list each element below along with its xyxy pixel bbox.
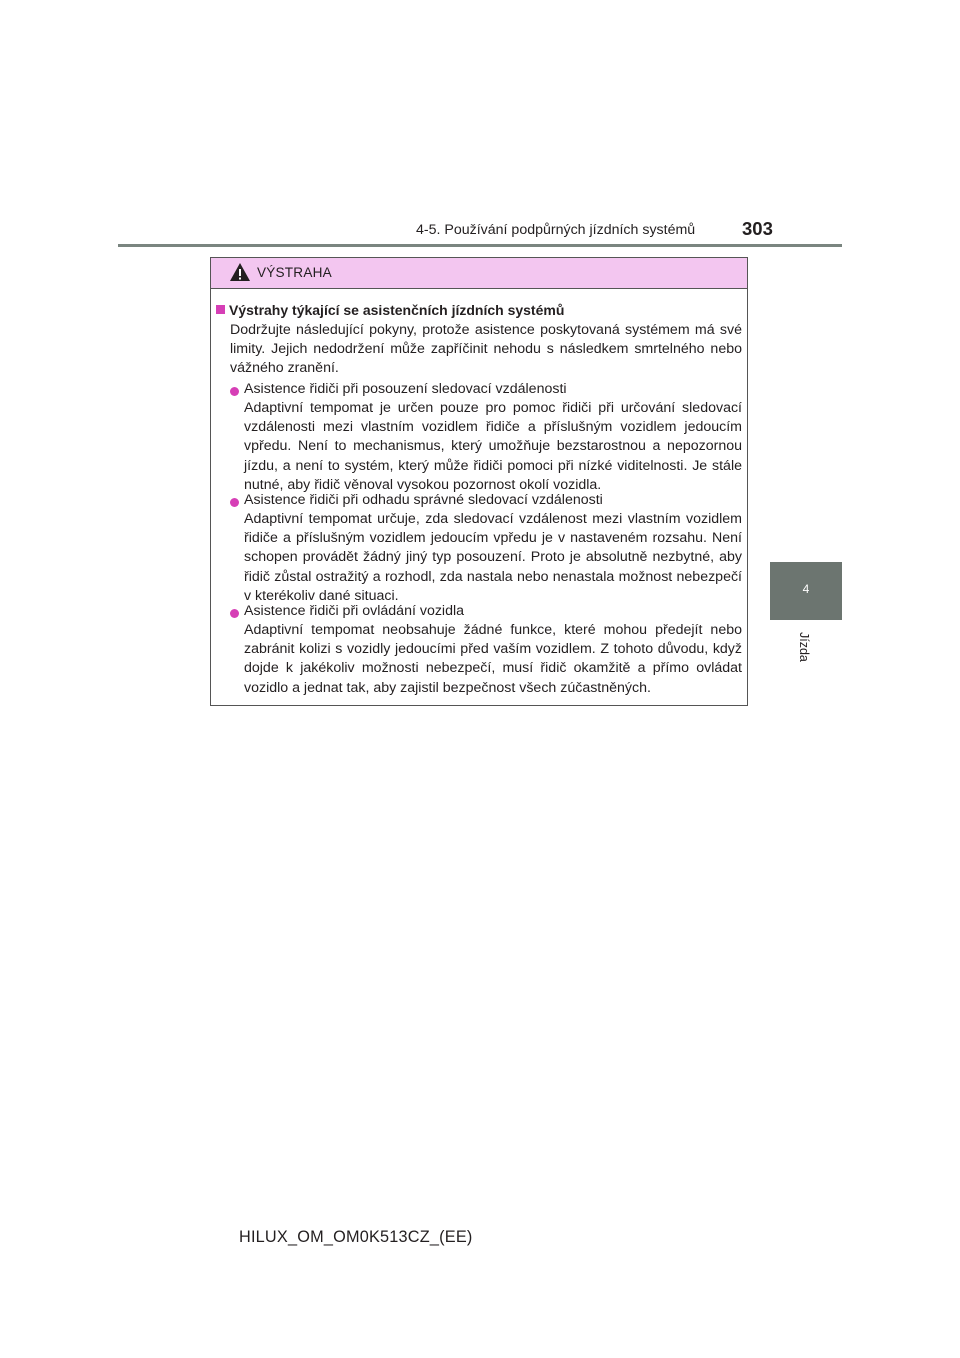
warning-title: VÝSTRAHA [257,265,332,280]
item-title: Asistence řidiči při ovládání vozidla [244,603,465,619]
item-title: Asistence řidiči při posouzení sledovací vzdálenosti [244,381,567,397]
warning-intro: Dodržujte následující pokyny, protože asistence poskytovaná systémem má své limity. Jejich nedodržení může zapříčinit nehodu s následkem smrtelného nebo vážného zranění. [230,322,742,377]
warning-triangle-icon [229,262,251,282]
chapter-number: 4 [802,582,810,596]
chapter-tab [770,562,842,620]
chapter-label: Jízda [797,632,811,662]
warning-box [210,257,748,706]
warning-header [211,258,747,289]
warning-heading-text: Výstrahy týkající se asistenčních jízdních systémů [229,302,565,318]
section-title: 4-5. Používání podpůrných jízdních systémů [416,222,696,238]
bullet-dot-icon [230,498,239,507]
document-code: HILUX_OM_OM0K513CZ_(EE) [239,1228,473,1246]
square-bullet-icon [216,305,225,314]
page-number: 303 [742,218,773,239]
header-divider [118,244,842,247]
item-text: Adaptivní tempomat určuje, zda sledovací vzdálenost mezi vlastním vozidlem řidiče a příslušným vozidlem jedoucím vpředu je v nastaveném rozsahu. Není schopen provádět žádný jiný typ posouzení. Proto je absolutně nezbytné, aby řidič zůstal ostražitý a rozhodl, zda nastala nebo nenastala možnost nebezpečí v kterékoliv dané situaci. [244,511,742,604]
item-text: Adaptivní tempomat neobsahuje žádné funkce, které mohou předejít nebo zabránit kolizi s vozidly jedoucími před vaším vozidlem. Z tohoto důvodu, když dojde k jakékoliv možnosti nebezpečí, musí řidič okamžitě a přímo ovládat vozidlo a jednat tak, aby zajistil bezpečnost všech zúčastněných. [244,622,742,696]
warning-heading [216,302,564,318]
item-title: Asistence řidiči při odhadu správné sledovací vzdálenosti [244,492,603,508]
item-text: Adaptivní tempomat je určen pouze pro pomoc řidiči při určování sledovací vzdálenosti mezi vlastním vozidlem řidiče a příslušným vozidlem jedoucím vpředu. Není to mechanismus, který umožňuje bezstarostnou a nepozornou jízdu, a není to systém, který může řidiči pomoci při nízké viditelnosti. Je stále nutné, aby řidič věnoval vysokou pozornost okolí vozidla. [244,400,742,493]
bullet-dot-icon [230,387,239,396]
bullet-dot-icon [230,609,239,618]
